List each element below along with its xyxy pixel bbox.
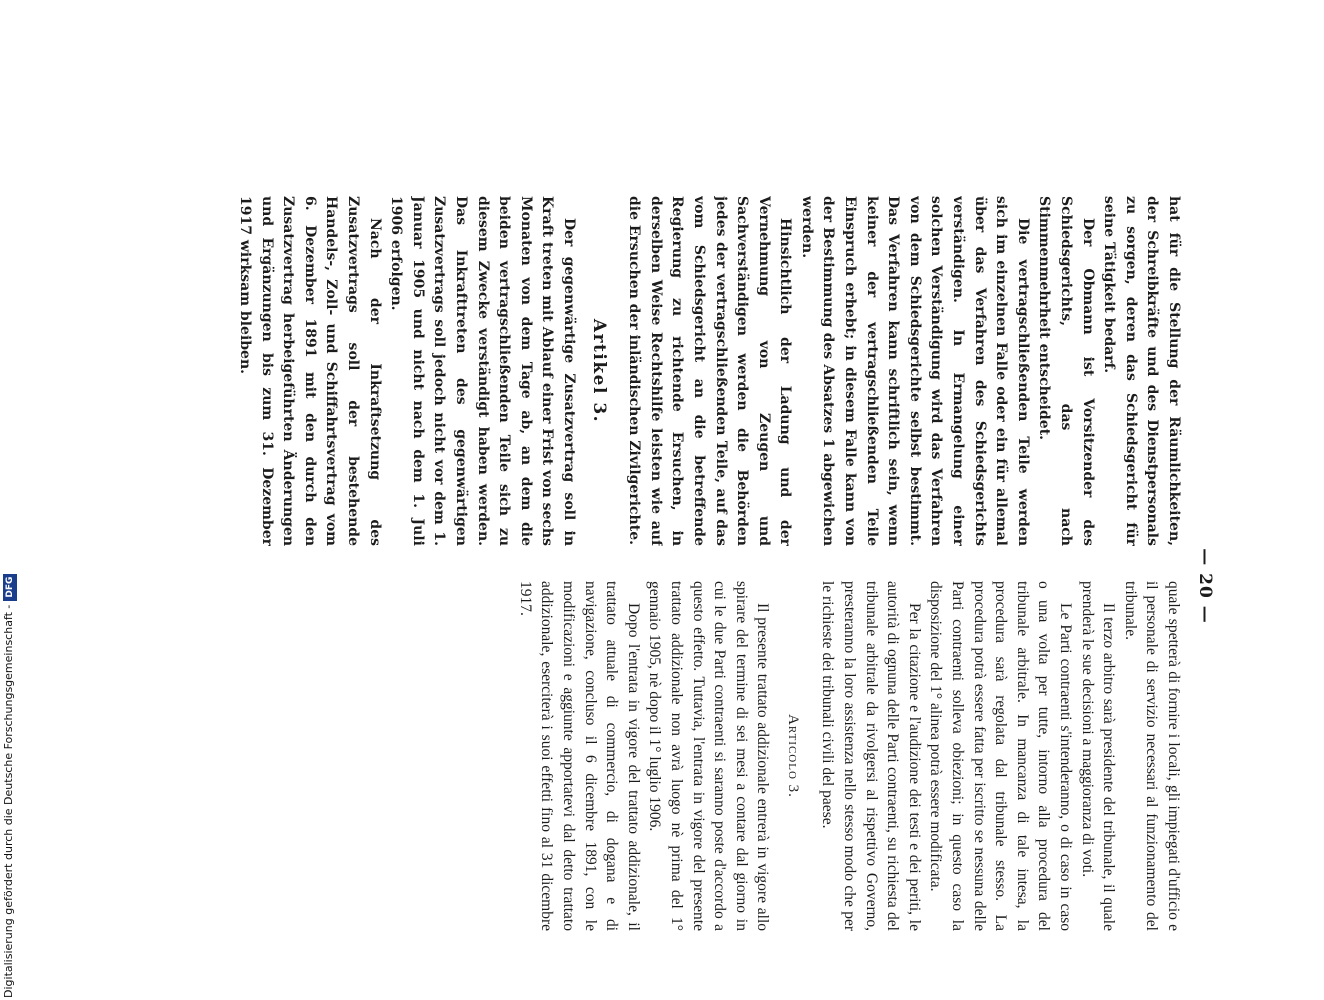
german-paragraph: Der gegenwärtige Zusatzvertrag soll in Kraft treten mit Ablauf einer Frist von sechs Monaten von dem Tage ab, an dem die beiden vertragschließenden Teile sich zu diesem Zwecke verständigt haben werden. Das Inkrafttreten des gegenwärtigen Zusatzvertrags soll jedoch nicht vor dem 1. Januar 1905 und nicht nach dem 1. Juli 1906 erfolgen. [388,196,577,546]
italian-paragraph: Le Parti contraenti s'intenderanno, o di caso in caso o una volta per tutte, intorno alla procedura del tribunale arbitrale. In mancanza di tale intesa, la procedura sarà regolata dal tribunale stesso. La procedura potrà essere fatta per iscritto se nessuna delle Parti contraenti solleva obiezioni; in questo caso la disposizione del 1° alinea potrà essere modificata. [927,581,1075,931]
italian-paragraph: Il presente trattato addizionale entrerà in vigore allo spirare del termine di sei mesi a contare dal giorno in cui le due Parti contraenti si saranno poste d'accordo a questo effetto. Tuttavia, l'entrata in vigore del presente trattato addizionale non avrà luogo nè prima del 1° gennaio 1905, nè dopo il 1° luglio 1906. [646,581,772,931]
italian-paragraph: Per la citazione e l'audizione dei testi e dei periti, le autorità di ognuna delle Parti contraenti, su richiesta del tribunale arbitrale da rivolgersi al rispettivo Governo, presteranno la loro assistenza nello stesso modo che per le richieste dei tribunali civili del paese. [819,581,923,931]
german-paragraph: Der Obmann ist Vorsitzender des Schiedsgerichts, das nach Stimmenmehrheit entscheidet. [1036,196,1096,546]
italian-article-heading: Articolo 3. [784,714,801,798]
italian-paragraph: Il terzo arbitro sarà presidente del tribunale, il quale prenderà le sue decisioni a maggioranza di voti. [1078,581,1118,931]
german-column [114,196,1184,546]
digitization-credit [2,18,16,998]
italian-paragraph: Dopo l'entrata in vigore del trattato addizionale, il trattato attuale di commercio, di dogana e di navigazione, concluso il 6 dicembre 1891, con le modificazioni e aggiunte apportatevi dal detto trattato addizionale, eserciterà i suoi effetti fino al 31 dicembre 1917. [516,581,642,931]
german-paragraph: Nach der Inkraftsetzung des Zusatzvertrags soll der bestehende Handels-, Zoll- und Schiffahrtsvertrag vom 6. Dezember 1891 mit den durch den Zusatzvertrag herbeigeführten Änderungen und Ergänzungen bis zum 31. Dezember 1917 wirksam bleiben. [237,196,383,546]
italian-column [114,581,1184,931]
german-paragraph: Hinsichtlich der Ladung und der Vernehmung von Zeugen und Sachverständigen werden die Behörden jedes der vertragschließenden Teile, auf das vom Schiedsgericht an die betreffende Regierung zu richtende Ersuchen, in derselben Weise Rechtshilfe leisten wie auf die Ersuchen der inländischen Zivilgerichte. [626,196,794,546]
italian-paragraph: quale spetterà di fornire i locali, gli impiegati d'ufficio e il personale di servizio necessari al funzionamento del tribunale. [1121,581,1182,931]
german-article-heading: Artikel 3. [588,318,609,424]
page-number: — 20 — [1195,548,1215,624]
rotated-page [110,196,1220,976]
german-paragraph: hat für die Stellung der Räumlichkeiten, der Schreibkräfte und des Dienstpersonals zu sorgen, deren das Schiedsgericht für seine Tätigkeit bedarf. [1101,196,1182,546]
german-paragraph: Die vertragschließenden Teile werden sich im einzelnen Falle oder ein für allemal über das Verfahren des Schiedsgerichts verständigen. In Ermangelung einer solchen Verständigung wird das Verfahren von dem Schiedsgerichte selbst bestimmt. Das Verfahren kann schriftlich sein, wenn keiner der vertragschließenden Teile Einspruch erhebt; in diesem Falle kann von der Bestimmung des Absatzes 1 abgewichen werden. [798,196,1031,546]
credit-text: Digitalisierung gefördert durch die Deutsche Forschungsgemeinschaft - [2,604,15,998]
dfg-logo: DFG [3,574,17,601]
